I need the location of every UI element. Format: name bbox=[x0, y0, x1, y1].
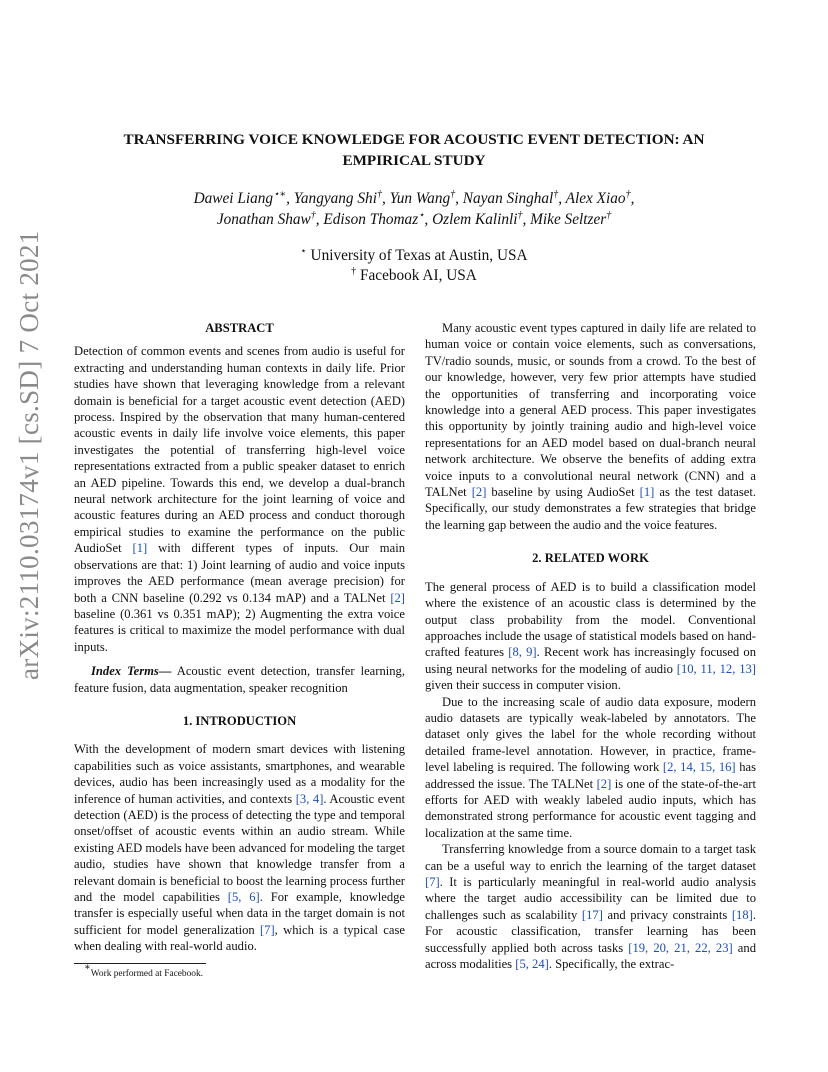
citation-link[interactable]: [19, 20, 21, 22, 23] bbox=[628, 940, 733, 955]
abstract-text-part: Detection of common events and scenes from audio is useful for extracting and understanding human contexts in daily life. Prior studies have shown that leveraging knowledge from a relevant domain is beneficial for a target acoustic event detection (AED) process. Inspired by the observation that many human-centered acoustic events in daily life involve voice elements, this paper investigates the potential of transferring high-level voice representations extracted from a public speaker dataset to enrich an AED pipeline. Towards this end, we develop a dual-branch neural network architecture for the joint learning of voice and acoustic features during an AED process and conduct thorough empirical studies to examine the performance on the public AudioSet bbox=[74, 344, 405, 556]
citation-link[interactable]: [17] bbox=[581, 907, 603, 922]
author-name: Dawei Liang bbox=[193, 190, 274, 207]
citation-link[interactable]: [5, 24] bbox=[515, 957, 549, 972]
related-work-paragraph bbox=[425, 579, 756, 694]
author-separator: , bbox=[455, 190, 463, 207]
footnote-text: Work performed at Facebook. bbox=[90, 969, 204, 979]
introduction-text-part: . For example, knowledge transfer is especially useful when data in the target domain is not sufficient for model generalization bbox=[74, 890, 406, 937]
introduction-text-part: Many acoustic event types captured in daily life are related to human voice or contain voice elements, such as conversations, TV/radio sounds, music, or sounds from a crowd. To the best of our knowledge, however, very few prior attempts have studied the opportunities of transferring and incorporating voice knowledge into a general AED process. This paper investigates this opportunity by jointly training audio and high-level voice representations for an AED model based on dual-branch neural network architecture. We observe the benefits of adding extra voice inputs to a convolutional neural network (CNN) and a TALNet bbox=[425, 321, 756, 500]
left-column bbox=[74, 320, 405, 955]
related-text-part: . For acoustic classification, transfer learning has been successfully applied both across tasks bbox=[425, 907, 756, 955]
affiliation-mark: ⋆ bbox=[300, 246, 307, 257]
related-work-paragraph bbox=[425, 841, 756, 972]
related-work-paragraph bbox=[425, 694, 756, 842]
arxiv-identifier: arXiv:2110.03174v1 [cs.SD] 7 Oct 2021 bbox=[14, 230, 44, 680]
citation-link[interactable]: [8, 9] bbox=[508, 645, 537, 660]
author-name: Yun Wang bbox=[389, 190, 451, 207]
citation-link[interactable]: [5, 6] bbox=[227, 890, 260, 904]
right-column bbox=[425, 320, 756, 972]
citation-link[interactable]: [1] bbox=[639, 485, 655, 500]
related-text-part: has addressed the issue. The TALNet bbox=[425, 760, 757, 791]
footnote-divider bbox=[74, 963, 206, 964]
abstract-heading: ABSTRACT bbox=[205, 321, 274, 335]
related-text-part: is one of the state-of-the-art efforts for AED with weakly labeled audio inputs, which has demonstrated strong performance for acoustic event tagging and localization at the same time. bbox=[425, 776, 756, 840]
introduction-paragraph bbox=[74, 741, 405, 954]
author-affiliation-mark: † bbox=[606, 210, 612, 221]
author-affiliation-mark: ⋆∗ bbox=[273, 189, 287, 200]
author-affiliation-mark: † bbox=[517, 210, 523, 221]
author-separator: , bbox=[522, 211, 531, 228]
affiliation-item bbox=[74, 266, 754, 286]
citation-link[interactable]: [10, 11, 12, 13] bbox=[676, 661, 757, 676]
author-name: Edison Thomaz bbox=[323, 211, 419, 228]
citation-link[interactable]: [1] bbox=[132, 541, 148, 556]
affiliation-list bbox=[74, 246, 754, 286]
author-name: Yangyang Shi bbox=[293, 190, 377, 207]
introduction-text-part: With the development of modern smart devices with listening capabilities such as voice assistants, smartphones, and wearable devices, audio has been increasingly used as a modality for the inference of human activities, and contexts bbox=[74, 742, 405, 806]
introduction-paragraph-continued bbox=[425, 320, 756, 533]
related-text-part: The general process of AED is to build a classification model where the existence of an acoustic class is determined by the output class probability from the model. Conventional approaches include the usage of statistical models based on hand-crafted features bbox=[425, 579, 756, 660]
introduction-text-part: baseline by using AudioSet bbox=[486, 485, 640, 500]
citation-link[interactable]: [7] bbox=[425, 875, 440, 889]
author-line-2 bbox=[74, 209, 754, 230]
author-affiliation-mark: † bbox=[625, 189, 631, 200]
paper-title-line-1: TRANSFERRING VOICE KNOWLEDGE FOR ACOUSTIC EVENT DETECTION: AN bbox=[123, 131, 705, 148]
related-text-part: . Specifically, the extrac- bbox=[548, 957, 675, 972]
author-name: Alex Xiao bbox=[565, 190, 626, 207]
citation-link[interactable]: [7] bbox=[259, 922, 275, 937]
citation-link[interactable]: [18] bbox=[731, 907, 753, 922]
related-text-part: Transferring knowledge from a source domain to a target task can be a useful way to enrich the learning of the target dataset bbox=[425, 842, 756, 873]
introduction-text-part: , which is a typical case when dealing with real-world audio. bbox=[74, 922, 405, 954]
paper-title bbox=[74, 129, 754, 171]
citation-link[interactable]: [3, 4] bbox=[295, 791, 324, 806]
author-affiliation-mark: † bbox=[376, 189, 382, 200]
author-separator: , bbox=[381, 190, 390, 207]
affiliation-item bbox=[74, 246, 754, 266]
author-separator: , bbox=[630, 190, 635, 207]
author-affiliation-mark: † bbox=[553, 189, 559, 200]
citation-link[interactable]: [2, 14, 15, 16] bbox=[662, 760, 736, 775]
author-name: Ozlem Kalinli bbox=[432, 211, 518, 228]
author-separator: , bbox=[315, 211, 324, 228]
footnote bbox=[84, 962, 204, 980]
author-separator: , bbox=[558, 190, 566, 207]
introduction-text-part: . Acoustic event detection (AED) is the process of detecting the type and temporal onset/offset of acoustic events within an audio stream. While existing AED models have been advanced for modeling the target audio, studies have shown that knowledge transfer from a relevant domain is beneficial to boost the learning process further and the model capabilities bbox=[74, 791, 405, 904]
citation-link[interactable]: [2] bbox=[390, 590, 405, 605]
author-affiliation-mark: † bbox=[450, 189, 456, 200]
introduction-text-part: as the test dataset. Specifically, our study demonstrates a few strategies that bridge the learning gap between the audio and the voice features. bbox=[425, 485, 756, 532]
abstract-text-part: with different types of inputs. Our main observations are that: 1) Joint learning of audio and voice inputs improves the AED performance (mean average precision) for both a CNN baseline (0.292 vs 0.134 mAP) and a TALNet bbox=[74, 541, 405, 605]
author-line-1 bbox=[74, 188, 754, 209]
section-heading-introduction: 1. INTRODUCTION bbox=[182, 713, 297, 728]
affiliation-text: Facebook AI, USA bbox=[359, 267, 477, 284]
author-separator: , bbox=[424, 211, 433, 228]
author-name: Mike Seltzer bbox=[530, 211, 607, 228]
affiliation-text: University of Texas at Austin, USA bbox=[310, 247, 528, 264]
author-affiliation-mark: † bbox=[310, 210, 316, 221]
author-name: Nayan Singhal bbox=[462, 190, 554, 207]
paper-title-line-2: EMPIRICAL STUDY bbox=[342, 152, 486, 169]
related-text-part: and privacy constraints bbox=[602, 907, 732, 922]
abstract-text bbox=[74, 343, 405, 655]
abstract-text-part: baseline (0.361 vs 0.351 mAP); 2) Augmenting the extra voice features is critical to maximize the model performance with dual inputs. bbox=[74, 606, 405, 654]
author-name: Jonathan Shaw bbox=[216, 211, 311, 228]
related-text-part: Due to the increasing scale of audio data exposure, modern audio datasets are typically weak-labeled by annotators. The dataset only gives the label for the whole recording without detailed frame-level annotation. However, in practice, frame-level labeling is required. The following work bbox=[425, 694, 756, 775]
index-terms-label: Index Terms— bbox=[91, 664, 172, 679]
affiliation-mark: † bbox=[351, 266, 357, 277]
related-text-part: given their success in computer vision. bbox=[425, 678, 621, 693]
related-text-part: and across modalities bbox=[425, 940, 756, 972]
index-terms bbox=[74, 663, 405, 696]
footnote-mark: ∗ bbox=[84, 962, 91, 973]
citation-link[interactable]: [2] bbox=[596, 776, 612, 791]
citation-link[interactable]: [2] bbox=[471, 485, 487, 500]
index-terms-text: Acoustic event detection, transfer learning, feature fusion, data augmentation, speaker recognition bbox=[74, 664, 405, 695]
author-affiliation-mark: ⋆ bbox=[418, 210, 425, 221]
author-list bbox=[74, 188, 754, 230]
related-text-part: . It is particularly meaningful in real-world audio analysis where the target audio accessibility can be limited due to challenges such as scalability bbox=[425, 875, 756, 922]
related-text-part: . Recent work has increasingly focused on using neural networks for the modeling of audio bbox=[425, 645, 757, 676]
section-heading-related-work: 2. RELATED WORK bbox=[532, 551, 649, 566]
author-separator: , bbox=[286, 190, 294, 207]
